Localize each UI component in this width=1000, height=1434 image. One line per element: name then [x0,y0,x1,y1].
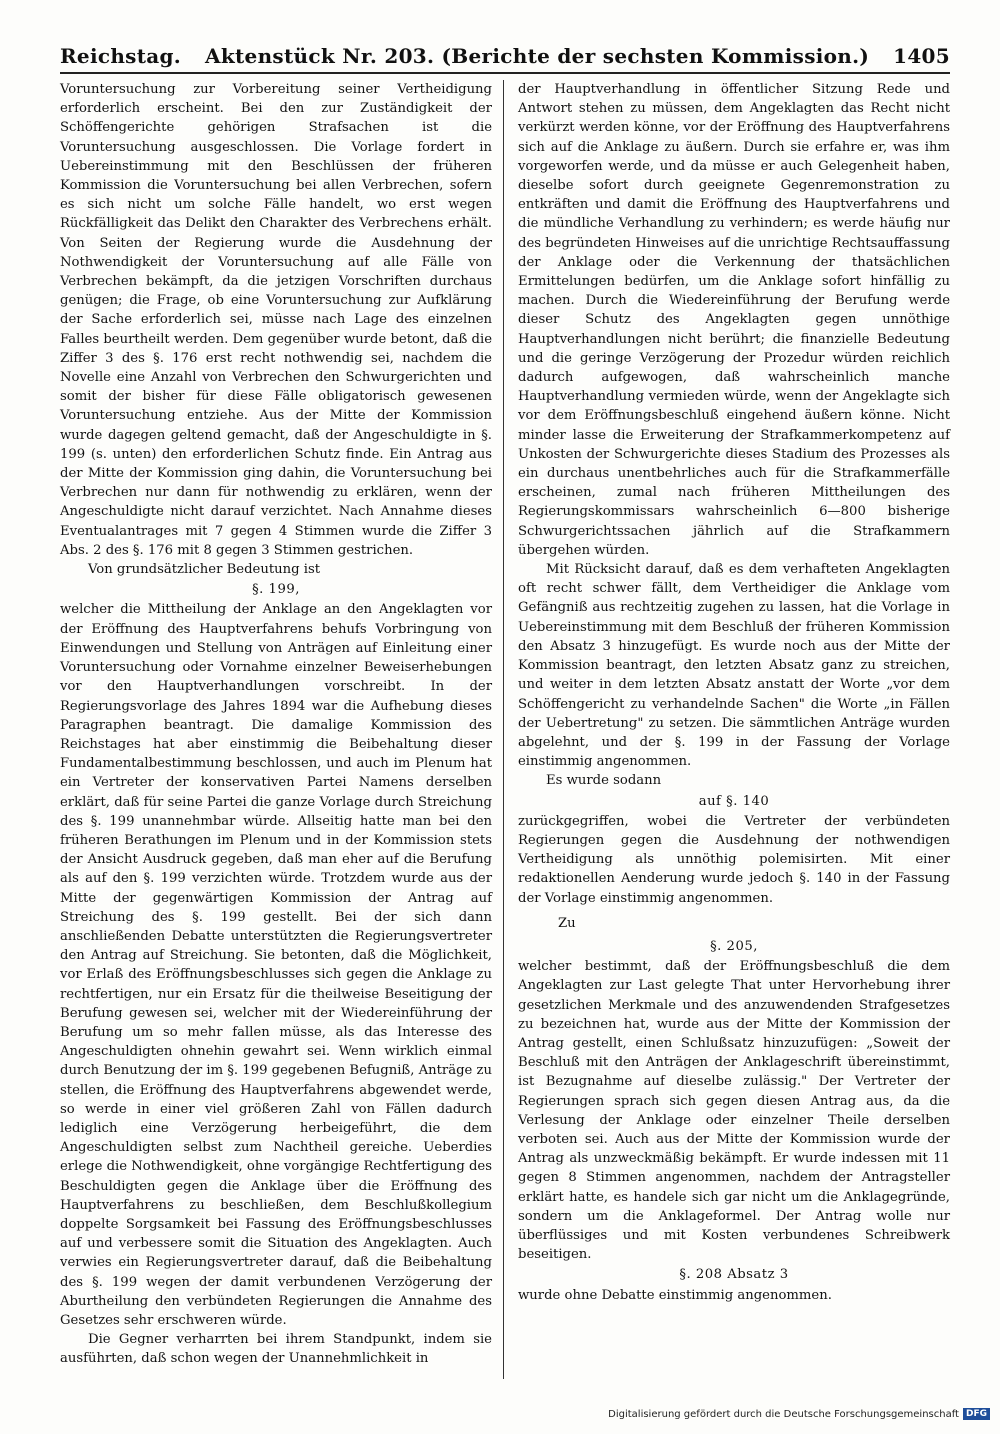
dfg-logo: DFG [963,1408,990,1420]
credit-text: Digitalisierung gefördert durch die Deutsche Forschungsgemeinschaft [608,1408,959,1420]
paragraph: Zu [558,915,576,931]
section-heading: §. 199, [252,582,300,598]
left-column [60,80,492,1369]
paragraph: welcher die Mittheilung der Anklage an den Angeklagten vor der Eröffnung des Hauptverfahrens behufs Vorbringung von Einwendungen und Stellung von Anträgen auf Einleitung einer Voruntersuchung oder Vornahme einzelner Beweiserhebungen vor den Hauptverhandlungen vorschreibt. In der Regierungsvorlage des Jahres 1894 war die Aufhebung dieses Paragraphen beantragt. Die damalige Kommission des Reichstages hat aber einstimmig die Beibehaltung dieser Fundamentalbestimmung beschlossen, und auch im Plenum hat ein Vertreter der konservativen Partei Namens derselben erklärt, daß für seine Partei die ganze Vorlage durch Streichung des §. 199 unannehmbar würde. Allseitig hatte man bei den früheren Berathungen im Plenum und in der Kommission stets der Ansicht Ausdruck gegeben, daß man eher auf die Berufung als auf den §. 199 verzichten würde. Trotzdem wurde aus der Mitte der gegenwärtigen Kommission der Antrag auf Streichung des §. 199 gestellt. Bei der sich dann anschließenden Debatte unterstützten die Regierungsvertreter den Antrag auf Streichung. Sie betonten, daß die Möglichkeit, vor Erlaß des Eröffnungsbeschlusses sich gegen die Anklage zu rechtfertigen, nur ein Ersatz für die theilweise Beseitigung der Berufung gewesen sei, welcher mit der Wiedereinführung der Berufung um so mehr fallen müsse, als das Interesse des Angeschuldigten ohnehin gewahrt sei. Wenn wirklich einmal durch Benutzung der im §. 199 gegebenen Befugniß, Anträge zu stellen, die Eröffnung des Hauptverfahrens abgewendet werde, so werde in einer viel größeren Zahl von Fällen dadurch lediglich eine Verzögerung herbeigeführt, die dem Angeschuldigten selbst zum Nachtheil gereiche. Ueberdies erlege die Nothwendigkeit, ohne vorgängige Rechtfertigung des Beschuldigten gegen die Anklage über die Eröffnung des Hauptverfahrens zu beschließen, dem Beschlußkollegium doppelte Sorgsamkeit bei Fassung des Eröffnungsbeschlusses auf und verbessere somit die Situation des Angeklagten. Auch verwies ein Regierungsvertreter darauf, daß die Beibehaltung des §. 199 wegen der damit verbundenen Verzögerung der Aburtheilung den verbündeten Regierungen die Annahme des Gesetzes sehr erschweren würde. [60,602,492,1328]
paragraph: der Hauptverhandlung in öffentlicher Sitzung Rede und Antwort stehen zu müssen, dem Angeklagten das Recht nicht verkürzt werden könne, vor der Eröffnung des Hauptverfahrens sich auf die Anklage zu äußern. Durch sie erfahre er, was ihm vorgeworfen werde, und da müsse er auch Gelegenheit haben, dieselbe sofort durch geeignete Gegenremonstration zu entkräften und damit die Eröffnung des Hauptverfahrens und die mündliche Verhandlung zu verhindern; es werde häufig nur des begründeten Hinweises auf die unrichtige Rechtsauffassung der Anklage oder die Verkennung der thatsächlichen Ermittelungen bedürfen, um die Anklage sofort hinfällig zu machen. Durch die Wiedereinführung der Berufung werde dieser Schutz des Angeklagten gegen unnöthige Hauptverhandlungen nicht berührt; die finanzielle Bedeutung und die geringe Verzögerung der Prozedur würden reichlich dadurch aufgewogen, daß wahrscheinlich manche Hauptverhandlung vermieden würde, wenn der Angeklagte sich vor dem Eröffnungsbeschluß eingehend äußern könne. Nicht minder lasse die Erweiterung der Strafkammerkompetenz auf Unkosten der Schwurgerichte dieses Stadium des Prozesses als ein durchaus unentbehrliches auch für die Strafkammerfälle erscheinen, zumal nach früheren Mittheilungen des Regierungskommissars wahrscheinlich 6—800 bisherige Schwurgerichtssachen jährlich auf die Strafkammern übergehen würden. [518,82,950,558]
paragraph: Von grundsätzlicher Bedeutung ist [88,562,321,578]
header-title: Aktenstück Nr. 203. (Berichte der sechsten Kommission.) [205,44,870,68]
paragraph: Voruntersuchung zur Vorbereitung seiner Vertheidigung erforderlich erscheint. Bei den zur Zuständigkeit der Schöffengerichte gehörigen Strafsachen ist die Voruntersuchung ausgeschlossen. Die Vorlage fordert in Uebereinstimmung mit den Beschlüssen der früheren Kommission die Voruntersuchung bei allen Verbrechen, sofern es sich nicht um solche Fälle handelt, wo erst wegen Rückfälligkeit das Delikt den Charakter des Verbrechens erhält. Von Seiten der Regierung wurde die Ausdehnung der Nothwendigkeit der Voruntersuchung auf alle Fälle von Verbrechen bekämpft, da die jetzigen Vorschriften durchaus genügen; die Frage, ob eine Voruntersuchung zur Aufklärung der Sache erforderlich sei, müsse nach Lage des einzelnen Falles beurtheilt werden. Dem gegenüber wurde betont, daß die Ziffer 3 des §. 176 erst recht nothwendig sei, nachdem die Novelle eine Anzahl von Verbrechen den Schwurgerichten und somit der bisher für diese Fälle obligatorisch gewesenen Voruntersuchung entziehe. Aus der Mitte der Kommission wurde dagegen geltend gemacht, daß der Angeschuldigte in §. 199 (s. unten) den erforderlichen Schutz finde. Ein Antrag aus der Mitte der Kommission ging dahin, die Voruntersuchung bei Verbrechen nur dann für nothwendig zu erklären, wenn der Angeschuldigte nicht darauf verzichtet. Nach Annahme dieses Eventualantrages mit 7 gegen 4 Stimmen wurde die Ziffer 3 Abs. 2 des §. 176 mit 8 gegen 3 Stimmen gestrichen. [60,82,492,558]
document-page [60,44,950,1369]
paragraph: Mit Rücksicht darauf, daß es dem verhafteten Angeklagten oft recht schwer fällt, dem Vertheidiger die Anklage vom Gefängniß aus rechtzeitig zugehen zu lassen, hat die Vorlage in Uebereinstimmung mit dem Beschluß der früheren Kommission den Absatz 3 hinzugefügt. Es wurde noch aus der Mitte der Kommission beantragt, den letzten Absatz ganz zu streichen, und weiter in dem letzten Absatz anstatt der Worte „vor dem Schöffengericht zu verhandelnde Sachen" die Worte „in Fällen der Uebertretung" zu setzen. Die sämmtlichen Anträge wurden abgelehnt, und der §. 199 in der Fassung der Vorlage einstimmig angenommen. [518,562,950,770]
paragraph: Es wurde sodann [546,773,662,789]
page-number: 1405 [893,44,950,68]
page-header [60,44,950,74]
section-heading: §. 208 Absatz 3 [679,1267,789,1283]
section-heading: auf §. 140 [698,793,770,809]
section-heading: §. 205, [710,938,758,954]
paragraph: zurückgegriffen, wobei die Vertreter der verbündeten Regierungen gegen die Ausdehnung der nothwendigen Vertheidigung als unnöthig polemisirten. Mit einer redaktionellen Aenderung wurde jedoch §. 140 in der Fassung der Vorlage einstimmig angenommen. [518,813,950,906]
paragraph: welcher bestimmt, daß der Eröffnungsbeschluß die dem Angeklagten zur Last gelegte That unter Hervorhebung ihrer gesetzlichen Merkmale und des anzuwendenden Strafgesetzes zu bezeichnen hat, wurde aus der Mitte der Kommission der Antrag gestellt, einen Schlußsatz hinzuzufügen: „Soweit der Beschluß mit den Anträgen der Anklageschrift übereinstimmt, ist Bezugnahme auf dieselbe zulässig." Der Vertreter der Regierungen sprach sich gegen diesen Antrag aus, da die Verlesung der Anklage oder einzelner Theile derselben verboten sei. Auch aus der Mitte der Kommission wurde der Antrag als unzweckmäßig bekämpft. Er wurde indessen mit 11 gegen 8 Stimmen angenommen, nachdem der Antragsteller erklärt hatte, es handele sich gar nicht um die Anklagegründe, sondern um die Anklageformel. Der Antrag wolle nur überflüssiges und mit Kosten verbundenes Schreibwerk beseitigen. [518,959,950,1263]
paragraph: Die Gegner verharrten bei ihrem Standpunkt, indem sie ausführten, daß schon wegen der Unannehmlichkeit in [60,1332,492,1367]
column-divider [503,80,504,1379]
right-column [518,80,950,1369]
header-left: Reichstag. [60,44,182,68]
two-column-body [60,80,950,1369]
paragraph: wurde ohne Debatte einstimmig angenommen. [518,1287,832,1303]
digitization-credit [608,1408,990,1420]
